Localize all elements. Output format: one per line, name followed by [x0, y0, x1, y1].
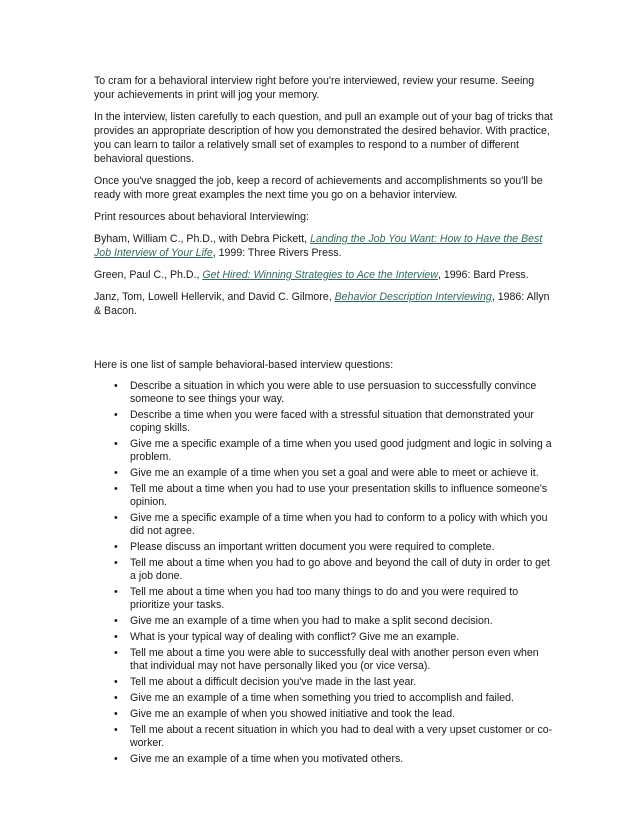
paragraph-after-job: Once you've snagged the job, keep a record of achievements and accomplishments so you'll be ready with more great examples the next time you go on a behavior interview. [94, 175, 543, 201]
bullet-icon: • [114, 380, 118, 392]
resource-byham-authors: Byham, William C., Ph.D., with Debra Pickett, [94, 233, 311, 245]
bullet-icon: • [114, 615, 118, 627]
question-item [114, 586, 554, 612]
bullet-icon: • [114, 557, 118, 569]
bullet-icon: • [114, 676, 118, 688]
question-text: Tell me about a recent situation in which you had to deal with a very upset customer or co-worker. [130, 724, 553, 749]
question-text: Tell me about a time when you had too many things to do and you were required to prioritize your tasks. [130, 586, 519, 611]
question-item [114, 380, 554, 406]
section-gap [94, 326, 554, 358]
question-text: Give me an example of a time when something you tried to accomplish and failed. [130, 692, 514, 704]
bullet-icon: • [114, 708, 118, 720]
bullet-icon: • [114, 631, 118, 643]
question-item [114, 753, 554, 766]
question-text: Tell me about a time when you had to go above and beyond the call of duty in order to get a job done. [130, 557, 550, 582]
resource-green [94, 268, 554, 282]
questions-intro: Here is one list of sample behavioral-based interview questions: [94, 359, 394, 371]
question-item [114, 647, 554, 673]
resource-byham [94, 232, 554, 260]
question-text: What is your typical way of dealing with conflict? Give me an example. [130, 631, 460, 643]
question-text: Tell me about a difficult decision you've made in the last year. [130, 676, 417, 688]
resource-janz-publisher: , 1986: Allyn & Bacon. [94, 291, 550, 317]
question-item [114, 438, 554, 464]
question-text: Give me an example of a time when you set a goal and were able to meet or achieve it. [130, 467, 539, 479]
question-text: Give me an example of when you showed initiative and took the lead. [130, 708, 456, 720]
question-item [114, 467, 554, 480]
question-text: Please discuss an important written document you were required to complete. [130, 541, 495, 553]
question-item [114, 676, 554, 689]
paragraph-print-resources: Print resources about behavioral Interviewing: [94, 211, 309, 223]
paragraph-cram: To cram for a behavioral interview right before you're interviewed, review your resume. Seeing your achievements in print will jog your memory. [94, 75, 535, 101]
question-item [114, 541, 554, 554]
question-text: Give me an example of a time when you had to make a split second decision. [130, 615, 493, 627]
resource-byham-publisher: , 1999: Three Rivers Press. [212, 247, 342, 259]
resource-janz-authors: Janz, Tom, Lowell Hellervik, and David C. Gilmore, [94, 291, 335, 303]
question-item [114, 557, 554, 583]
question-item [114, 631, 554, 644]
bullet-icon: • [114, 692, 118, 704]
question-item [114, 615, 554, 628]
bullet-icon: • [114, 647, 118, 659]
question-item [114, 512, 554, 538]
question-text: Give me a specific example of a time when you used good judgment and logic in solving a problem. [130, 438, 552, 463]
bullet-icon: • [114, 409, 118, 421]
bullet-icon: • [114, 512, 118, 524]
resource-green-title-link[interactable]: Get Hired: Winning Strategies to Ace the Interview [202, 269, 438, 281]
question-text: Give me an example of a time when you motivated others. [130, 753, 404, 765]
question-text: Tell me about a time you were able to successfully deal with another person even when that individual may not have personally liked you (or vice versa). [130, 647, 539, 672]
bullet-icon: • [114, 438, 118, 450]
question-item [114, 724, 554, 750]
question-text: Give me a specific example of a time when you had to conform to a policy with which you did not agree. [130, 512, 548, 537]
bullet-icon: • [114, 483, 118, 495]
bullet-icon: • [114, 541, 118, 553]
question-item [114, 708, 554, 721]
resource-green-publisher: , 1996: Bard Press. [437, 269, 529, 281]
question-item [114, 692, 554, 705]
questions-list [94, 380, 554, 766]
question-item [114, 409, 554, 435]
question-text: Describe a time when you were faced with a stressful situation that demonstrated your coping skills. [130, 409, 534, 434]
resource-janz [94, 290, 554, 318]
bullet-icon: • [114, 753, 118, 765]
bullet-icon: • [114, 586, 118, 598]
bullet-icon: • [114, 467, 118, 479]
question-text: Tell me about a time when you had to use your presentation skills to influence someone's opinion. [130, 483, 548, 508]
resource-byham-title-link[interactable]: Landing the Job You Want: How to Have the Best Job Interview of Your Life [94, 233, 543, 259]
question-text: Describe a situation in which you were able to use persuasion to successfully convince someone to see things your way. [130, 380, 537, 405]
document-body [94, 74, 554, 769]
question-item [114, 483, 554, 509]
paragraph-interview-tips: In the interview, listen carefully to each question, and pull an example out of your bag of tricks that provides an appropriate description of how you demonstrated the desired behavior. With practice, you can learn to tailor a relatively small set of examples to respond to a number of different behavioral questions. [94, 111, 553, 165]
resource-janz-title-link[interactable]: Behavior Description Interviewing [334, 291, 492, 303]
bullet-icon: • [114, 724, 118, 736]
resource-green-authors: Green, Paul C., Ph.D., [94, 269, 203, 281]
